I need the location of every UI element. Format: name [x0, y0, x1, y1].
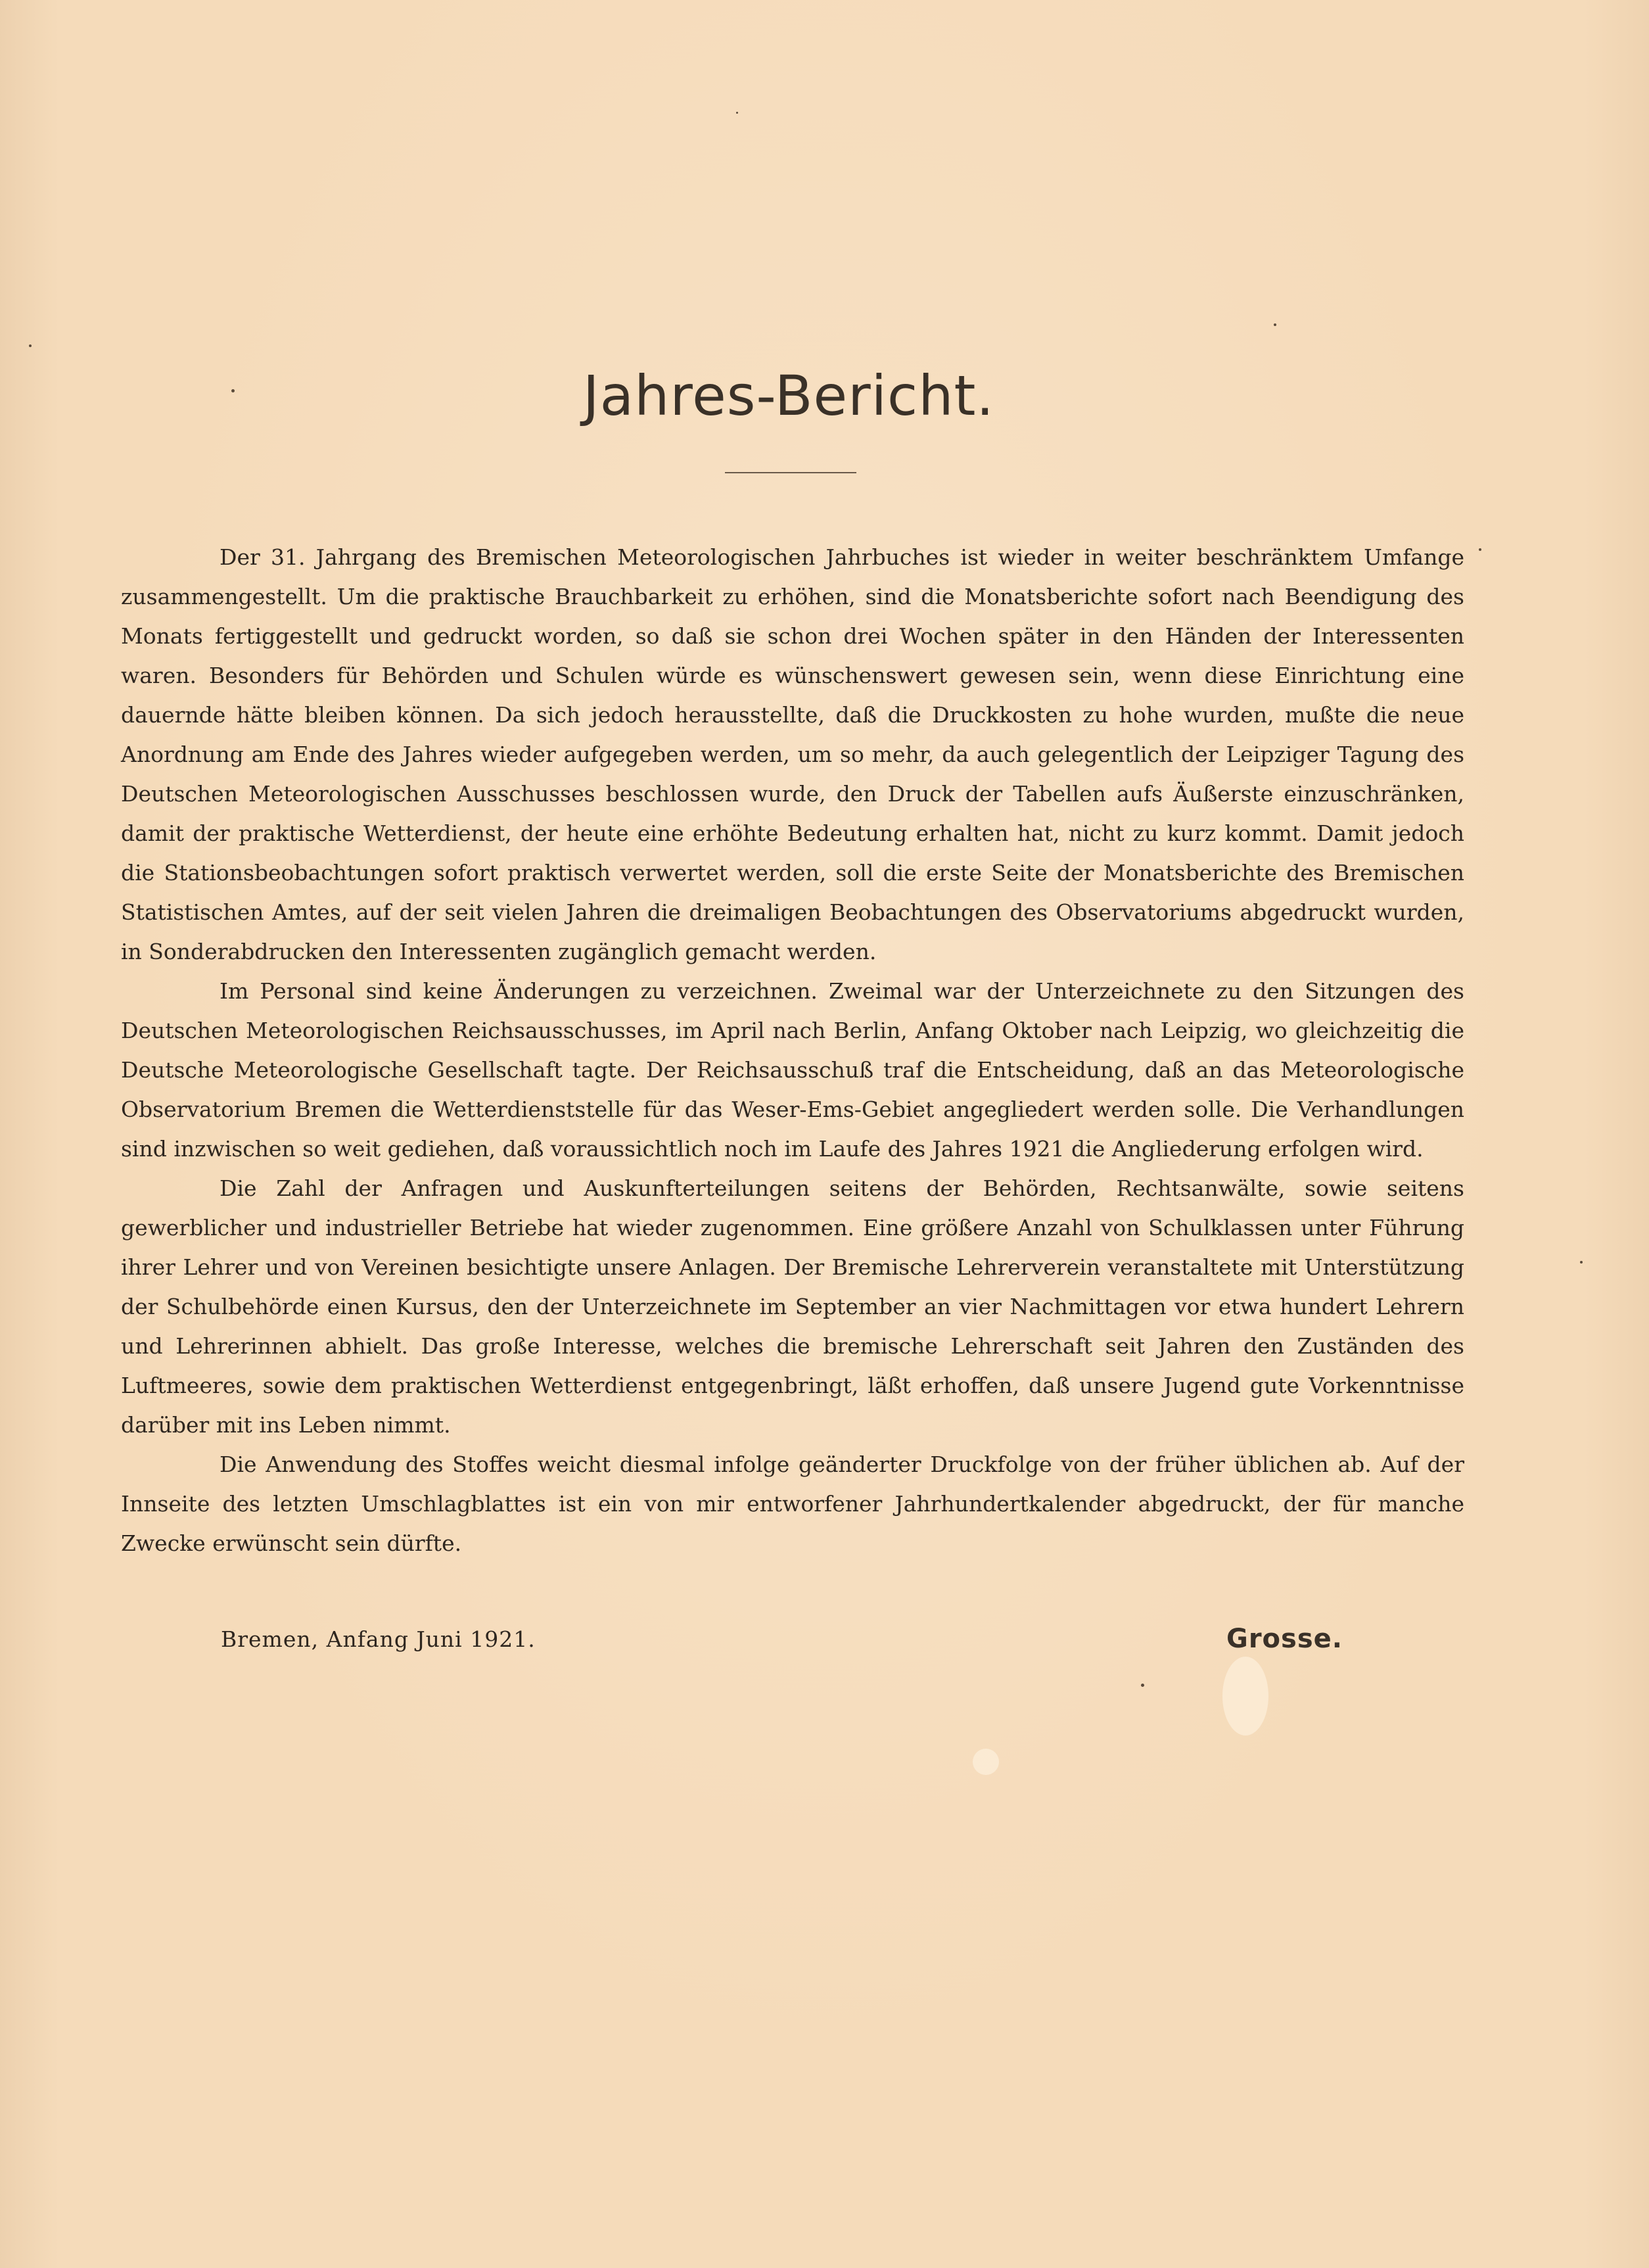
paper-stain [973, 1749, 999, 1775]
document-title: Jahres-Bericht. [582, 364, 995, 428]
paper-speck [1479, 548, 1481, 551]
paper-speck [1274, 323, 1276, 326]
paper-speck [29, 344, 32, 347]
paragraph-anfragen: Die Zahl der Anfragen und Auskunfterteilungen seitens der Behörden, Rechtsanwälte, sowie seitens gewerblicher und industrieller Betriebe hat wieder zugenommen. Eine größere Anzahl von Schulklassen unter Führung ihrer Lehrer und von Vereinen besichtigte unsere Anlagen. Der Bremische Lehrerverein veranstaltete mit Unterstützung der Schulbehörde einen Kursus, den der Unterzeichnete im September an vier Nachmittagen vor etwa hundert Lehrern und Lehrerinnen abhielt. Das große Interesse, welches die bremische Lehrerschaft seit Jahren den Zuständen des Luftmeeres, sowie dem praktischen Wetterdienst entgegenbringt, läßt erhoffen, daß unsere Jugend gute Vorkenntnisse darüber mit ins Leben nimmt. [121, 1175, 1464, 1438]
paper-speck [1580, 1261, 1583, 1264]
paragraph-anwendung: Die Anwendung des Stoffes weicht diesmal infolge geänderter Druckfolge von der früher üblichen ab. Auf der Innseite des letzten Umschlagblattes ist ein von mir entworfener Jahrhundertkalender abgedruckt, der für manche Zwecke erwünscht sein dürfte. [121, 1452, 1464, 1556]
place-date: Bremen, Anfang Juni 1921. [221, 1626, 536, 1652]
paper-speck [1141, 1684, 1144, 1687]
paragraph-personal: Im Personal sind keine Änderungen zu verzeichnen. Zweimal war der Unterzeichnete zu den Sitzungen des Deutschen Meteorologischen Reichsausschusses, im April nach Berlin, Anfang Oktober nach Leipzig, wo gleichzeitig die Deutsche Meteorologische Gesellschaft tagte. Der Reichsausschuß traf die Entscheidung, daß an das Meteorologische Observatorium Bremen die Wetterdienststelle für das Weser-Ems-Gebiet angegliedert werden solle. Die Verhandlungen sind inzwischen so weit gediehen, daß voraussichtlich noch im Laufe des Jahres 1921 die Angliederung erfolgen wird. [121, 978, 1464, 1162]
paragraph-jahrgang: Der 31. Jahrgang des Bremischen Meteorologischen Jahrbuches ist wieder in weiter beschränktem Umfange zusammengestellt. Um die praktische Brauchbarkeit zu erhöhen, sind die Monatsberichte sofort nach Beendigung des Monats fertiggestellt und gedruckt worden, so daß sie schon drei Wochen später in den Händen der Interessenten waren. Besonders für Behörden und Schulen würde es wünschenswert gewesen sein, wenn diese Einrichtung eine dauernde hätte bleiben können. Da sich jedoch herausstellte, daß die Druckkosten zu hohe wurden, mußte die neue Anordnung am Ende des Jahres wieder aufgegeben werden, um so mehr, da auch gelegentlich der Leipziger Tagung des Deutschen Meteorologischen Ausschusses beschlossen wurde, den Druck der Tabellen aufs Äußerste einzuschränken, damit der praktische Wetterdienst, der heute eine erhöhte Bedeutung erhalten hat, nicht zu kurz kommt. Damit jedoch die Stationsbeobachtungen sofort praktisch verwertet werden, soll die erste Seite der Monatsberichte des Bremischen Statistischen Amtes, auf der seit vielen Jahren die dreimaligen Beobachtungen des Observatoriums abgedruckt wurden, in Sonderabdrucken den Interessenten zugänglich gemacht werden. [121, 544, 1464, 964]
title-divider [725, 472, 856, 473]
paper-stain [1222, 1657, 1268, 1736]
closing-line [0, 1617, 1649, 1663]
paper-speck [736, 112, 738, 114]
signature: Grosse. [1226, 1624, 1343, 1654]
report-body [121, 538, 1464, 1563]
